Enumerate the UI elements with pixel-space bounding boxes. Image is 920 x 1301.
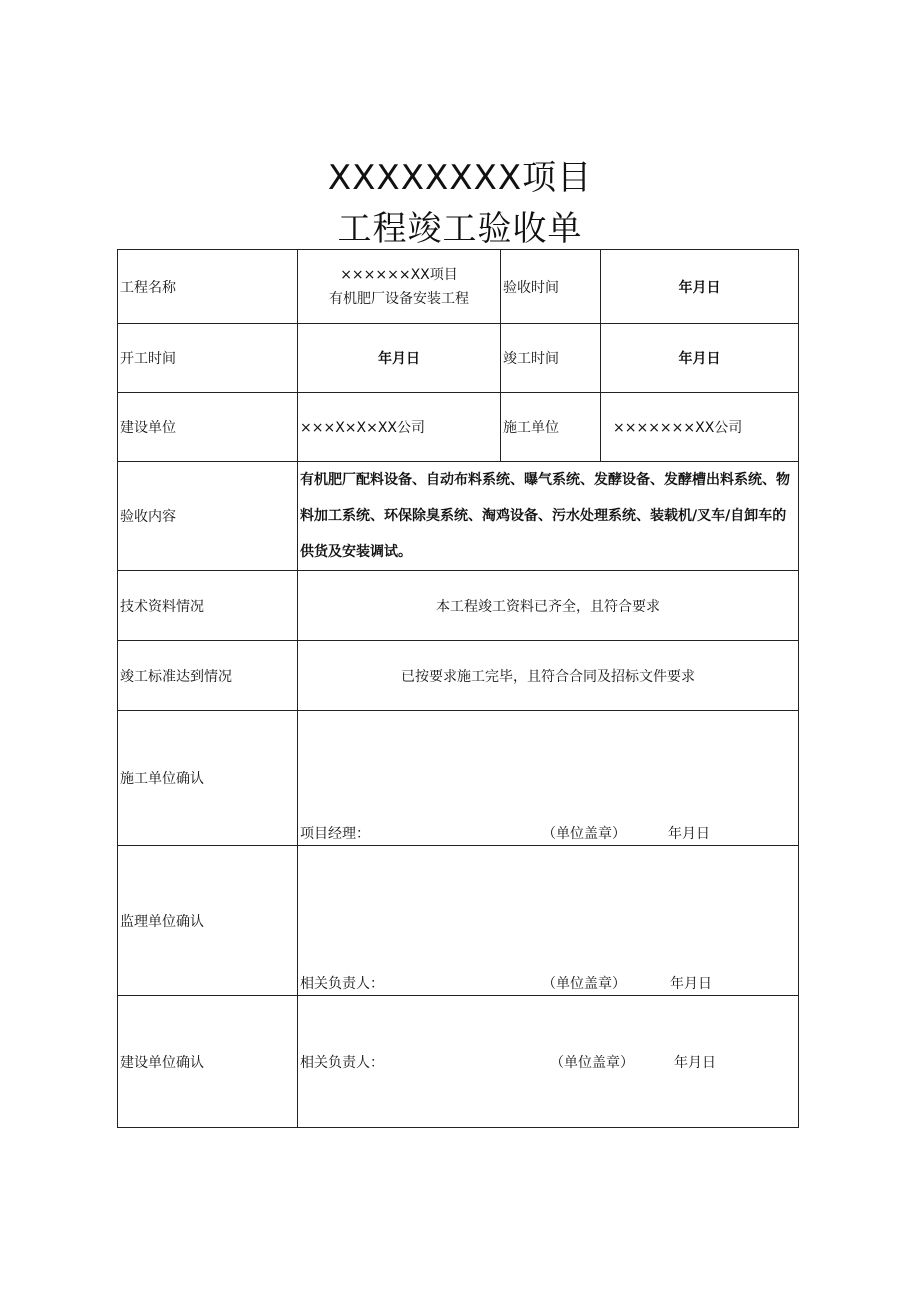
contractor-date-label: 年月日 (668, 826, 710, 842)
content-value: 有机肥厂配料设备、自动布料系统、曝气系统、发酵设备、发酵槽出料系统、物料加工系统、环保除臭系统、淘鸡设备、污水处理系统、装载机/叉车/自卸车的供货及安装调试。 (298, 462, 799, 571)
contractor-unit-label: 施工单位 (501, 393, 601, 462)
row-project-name (118, 250, 799, 324)
row-content (118, 462, 799, 571)
builder-confirm-area (298, 996, 799, 1128)
accept-time-label: 验收时间 (501, 250, 601, 324)
tech-value: 本工程竣工资料已齐全，且符合要求 (298, 571, 799, 641)
row-units (118, 393, 799, 462)
start-time-value: 年月日 (298, 324, 501, 393)
contractor-seal-label: （单位盖章） (542, 826, 626, 842)
contractor-signature-line (300, 823, 798, 843)
project-manager-label: 项目经理： (300, 826, 370, 842)
project-name-label: 工程名称 (118, 250, 298, 324)
supervisor-confirm-label: 监理单位确认 (118, 846, 298, 996)
standard-value: 已按要求施工完毕，且符合合同及招标文件要求 (298, 641, 799, 711)
row-start-time (118, 324, 799, 393)
start-time-label: 开工时间 (118, 324, 298, 393)
row-builder-confirm (118, 996, 799, 1128)
supervisor-seal-label: （单位盖章） (542, 976, 626, 992)
supervisor-date-label: 年月日 (670, 976, 712, 992)
completion-time-value: 年月日 (601, 324, 799, 393)
document-title: XXXXXXXX项目 (327, 158, 593, 198)
contractor-confirm-area (298, 711, 799, 846)
project-name-value (298, 250, 501, 324)
row-supervisor-confirm (118, 846, 799, 996)
accept-time-value: 年月日 (601, 250, 799, 324)
project-name-line2: 有机肥厂设备安装工程 (329, 290, 469, 307)
content-label: 验收内容 (118, 462, 298, 571)
standard-label: 竣工标准达到情况 (118, 641, 298, 711)
document-subtitle: 工程竣工验收单 (337, 209, 583, 249)
supervisor-responsible-label: 相关负责人： (300, 976, 384, 992)
builder-seal-label: （单位盖章） (550, 1055, 634, 1071)
builder-confirm-label: 建设单位确认 (118, 996, 298, 1128)
contractor-confirm-label: 施工单位确认 (118, 711, 298, 846)
supervisor-signature-line (300, 973, 798, 993)
builder-signature-line (300, 1052, 798, 1072)
acceptance-form-table (117, 249, 799, 1128)
contractor-unit-value: ×××××××XX公司 (601, 393, 799, 462)
builder-unit-label: 建设单位 (118, 393, 298, 462)
builder-date-label: 年月日 (674, 1055, 716, 1071)
row-standard (118, 641, 799, 711)
project-name-line1: ××××××XX项目 (340, 266, 458, 283)
row-contractor-confirm (118, 711, 799, 846)
tech-label: 技术资料情况 (118, 571, 298, 641)
builder-responsible-label: 相关负责人： (300, 1055, 384, 1071)
supervisor-confirm-area (298, 846, 799, 996)
row-tech (118, 571, 799, 641)
builder-unit-value: ×××X×X×XX公司 (298, 393, 501, 462)
completion-time-label: 竣工时间 (501, 324, 601, 393)
